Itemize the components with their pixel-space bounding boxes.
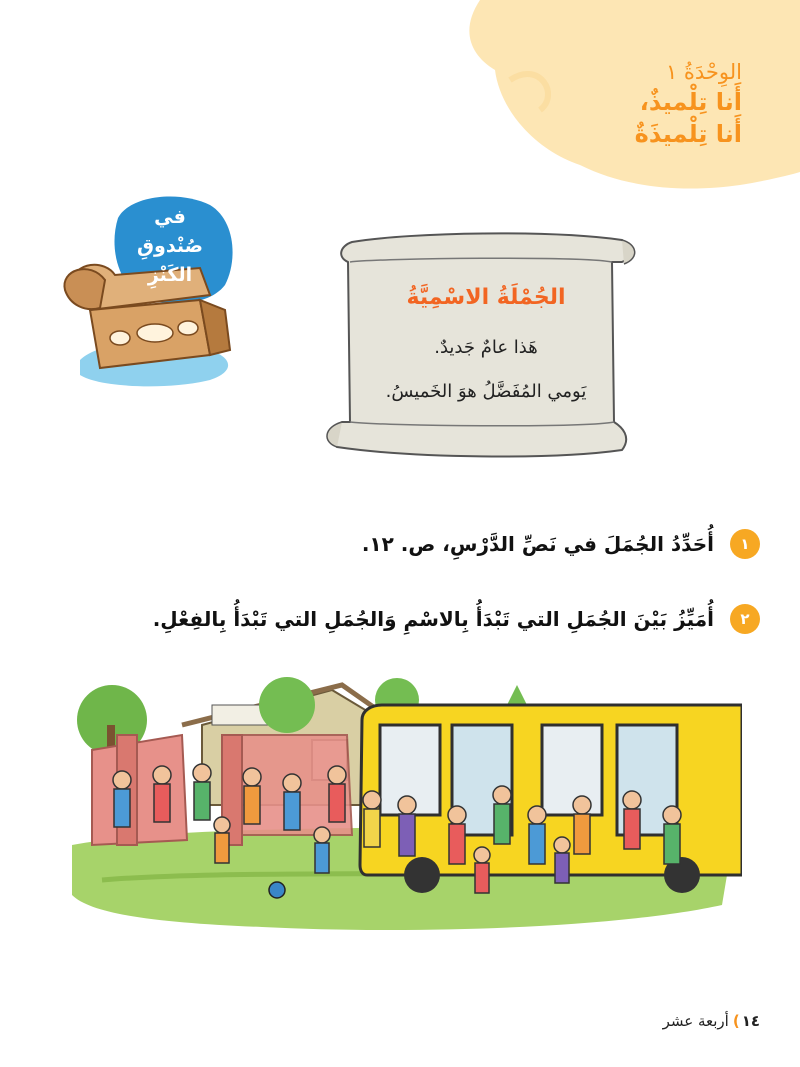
scroll-sentence-1: هَذا عامٌ جَديدٌ.	[434, 337, 538, 358]
treasure-badge-text	[118, 203, 222, 290]
unit-label: الوِحْدَةُ ١	[665, 60, 742, 84]
exercise-text: أُحَدِّدُ الجُمَلَ في نَصِّ الدَّرْسِ، ص. ١٢.	[361, 532, 714, 556]
unit-header-background	[440, 0, 800, 200]
exercise-number-badge: ١	[730, 529, 760, 559]
page-number: ١٤	[741, 1012, 760, 1030]
scroll-title: الجُمْلَةُ الاسْمِيَّةُ	[406, 285, 566, 310]
exercise-2	[153, 604, 760, 634]
treasure-line-1: في	[154, 206, 186, 228]
exercise-text: أُمَيِّزُ بَيْنَ الجُمَلِ التي تَبْدَأُ بِالاسْمِ وَالجُمَلِ التي تَبْدَأُ بِالفِعْلِ.	[152, 607, 714, 631]
page-footer	[663, 1012, 760, 1030]
treasure-line-3: الكَنْزِ	[147, 264, 193, 286]
scroll-sentence-2: يَومي المُفَضَّلُ هوَ الخَميسُ.	[385, 381, 587, 402]
unit-title-line-1: أَنا تِلْميذٌ،	[639, 88, 742, 116]
page-number-separator: )	[732, 1012, 740, 1030]
exercise-1	[362, 529, 760, 559]
treasure-line-2: صُنْدوقِ	[137, 235, 203, 257]
exercise-number-badge: ٢	[730, 604, 760, 634]
unit-header	[635, 58, 742, 150]
scroll-content	[352, 278, 620, 414]
school-scene-illustration	[62, 665, 742, 935]
unit-title-line-2: أَنا تِلْميذَةٌ	[634, 120, 742, 148]
page-number-words: أربعة عشر	[662, 1012, 729, 1030]
